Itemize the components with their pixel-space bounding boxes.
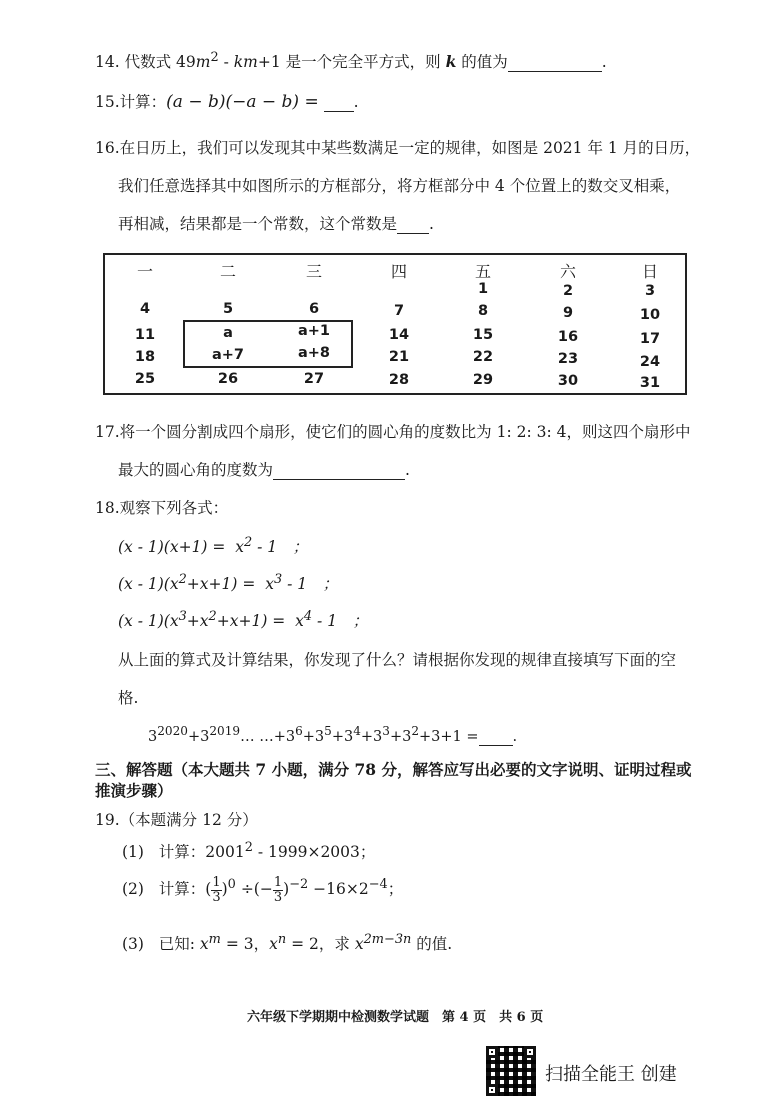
qr-finder bbox=[486, 1084, 498, 1096]
scanner-watermark: 扫描全能王 创建 bbox=[545, 1064, 677, 1085]
day-cell: 24 bbox=[639, 354, 661, 370]
question-19-part-3: (3) 已知: $x^m = 3$，$x^n = 2$，求 $x^{2m-3n}$ 的值. bbox=[122, 932, 453, 954]
qr-code-icon bbox=[486, 1046, 536, 1096]
question-17-line-2: 最大的圆心角的度数为 . bbox=[118, 461, 410, 479]
weekday-sun: 日 bbox=[641, 262, 658, 281]
day-cell: 31 bbox=[639, 375, 661, 391]
question-18-instruction-1: 从上面的算式及计算结果，你发现了什么？请根据你发现的规律直接填写下面的空 bbox=[118, 651, 677, 669]
weekday-mon: 一 bbox=[136, 262, 153, 281]
qr-finder bbox=[524, 1046, 536, 1058]
question-16-line-2: 我们任意选择其中如图所示的方框部分，将方框部分中 4 个位置上的数交叉相乘， bbox=[118, 177, 681, 195]
question-19-part-1: (1) 计算：2001$^2$ - 1999×2003； bbox=[122, 840, 376, 862]
question-14: 14. 代数式 $49m^2 - km+1$ 是一个完全平方式，则 k 的值为 . bbox=[95, 50, 607, 72]
day-cell: 16 bbox=[557, 329, 579, 345]
qr-finder bbox=[486, 1046, 498, 1058]
expression: (a − b)(−a − b) = bbox=[166, 92, 319, 112]
day-cell: 4 bbox=[139, 301, 151, 317]
answer-blank-14[interactable] bbox=[508, 53, 602, 72]
day-cell: 21 bbox=[388, 349, 410, 365]
day-cell: 26 bbox=[217, 371, 239, 387]
var-m: m bbox=[195, 53, 211, 72]
question-16-line-1: 16.在日历上，我们可以发现其中某些数满足一定的规律，如图是 2021 年 1 月的日历， bbox=[95, 139, 701, 157]
section-3-heading-line-2: 推演步骤） bbox=[95, 781, 173, 800]
day-cell: 25 bbox=[134, 371, 156, 387]
weekday-fri: 五 bbox=[474, 262, 491, 281]
question-19-title: 19.（本题满分 12 分） bbox=[95, 811, 258, 829]
day-cell-a-plus-8: a+8 bbox=[297, 345, 331, 361]
question-18-instruction-2: 格. bbox=[118, 689, 139, 707]
day-cell: 30 bbox=[557, 373, 579, 389]
answer-blank-18[interactable] bbox=[479, 729, 513, 746]
day-cell: 5 bbox=[222, 301, 234, 317]
day-cell: 23 bbox=[557, 351, 579, 367]
equation-1: $(x - 1)(x+1) = x^2 - 1$ ； bbox=[118, 535, 309, 557]
weekday-thu: 四 bbox=[390, 262, 407, 281]
day-cell: 2 bbox=[562, 283, 574, 299]
day-cell-a: a bbox=[223, 325, 233, 341]
question-15: 15.计算：(a − b)(−a − b) = . bbox=[95, 92, 359, 112]
calendar-table bbox=[103, 253, 687, 395]
question-17-line-1: 17.将一个圆分割成四个扇形，使它们的圆心角的度数比为 1: 2: 3: 4，则这四个扇形中 bbox=[95, 423, 691, 441]
day-cell: 6 bbox=[308, 301, 320, 317]
day-cell: 3 bbox=[644, 283, 656, 299]
answer-blank-17[interactable] bbox=[273, 461, 405, 480]
day-cell: 18 bbox=[134, 349, 156, 365]
day-cell: 7 bbox=[393, 303, 405, 319]
series-expression: $3^{2020}+3^{2019}\dots$ $\dots+3^6+3^5+3^4+3^3+3^2+3+1$ = . bbox=[148, 724, 518, 745]
answer-blank-16[interactable] bbox=[397, 215, 429, 234]
day-cell: 8 bbox=[477, 303, 489, 319]
day-cell: 28 bbox=[388, 372, 410, 388]
day-cell: 14 bbox=[388, 327, 410, 343]
question-16-line-3: 再相减，结果都是一个常数，这个常数是 . bbox=[118, 215, 434, 233]
day-cell: 1 bbox=[477, 281, 489, 297]
day-cell: 9 bbox=[562, 305, 574, 321]
equation-2: $(x - 1)(x^2+x+1) = x^3 - 1$ ； bbox=[118, 572, 339, 594]
day-cell: 22 bbox=[472, 349, 494, 365]
day-cell: 15 bbox=[472, 327, 494, 343]
weekday-sat: 六 bbox=[559, 262, 576, 281]
section-3-heading-line-1: 三、解答题（本大题共 7 小题，满分 78 分，解答应写出必要的文字说明、证明过程或 bbox=[95, 760, 692, 779]
equation-3: $(x - 1)(x^3+x^2+x+1) = x^4 - 1$ ； bbox=[118, 609, 369, 631]
answer-blank-15[interactable] bbox=[324, 93, 354, 112]
day-cell-a-plus-1: a+1 bbox=[297, 323, 331, 339]
fraction-one-third: $\frac{1}{3}$ bbox=[212, 875, 221, 905]
weekday-tue: 二 bbox=[219, 262, 236, 281]
question-18-title: 18.观察下列各式： bbox=[95, 499, 229, 517]
weekday-wed: 三 bbox=[305, 262, 322, 281]
day-cell: 11 bbox=[134, 327, 156, 343]
day-cell: 27 bbox=[303, 371, 325, 387]
day-cell: 10 bbox=[639, 307, 661, 323]
day-cell: 17 bbox=[639, 331, 661, 347]
day-cell-a-plus-7: a+7 bbox=[211, 347, 245, 363]
question-19-part-2: (2) 计算：( $\frac{1}{3}$ )$^0$ ÷(− $\frac{1}{3}$ )$^{-2} -16\times 2^{-4}$； bbox=[122, 875, 404, 905]
fraction-one-third: $\frac{1}{3}$ bbox=[273, 875, 283, 905]
day-cell: 29 bbox=[472, 372, 494, 388]
page-footer: 六年级下学期期中检测数学试题 第 4 页 共 6 页 bbox=[247, 1010, 544, 1025]
